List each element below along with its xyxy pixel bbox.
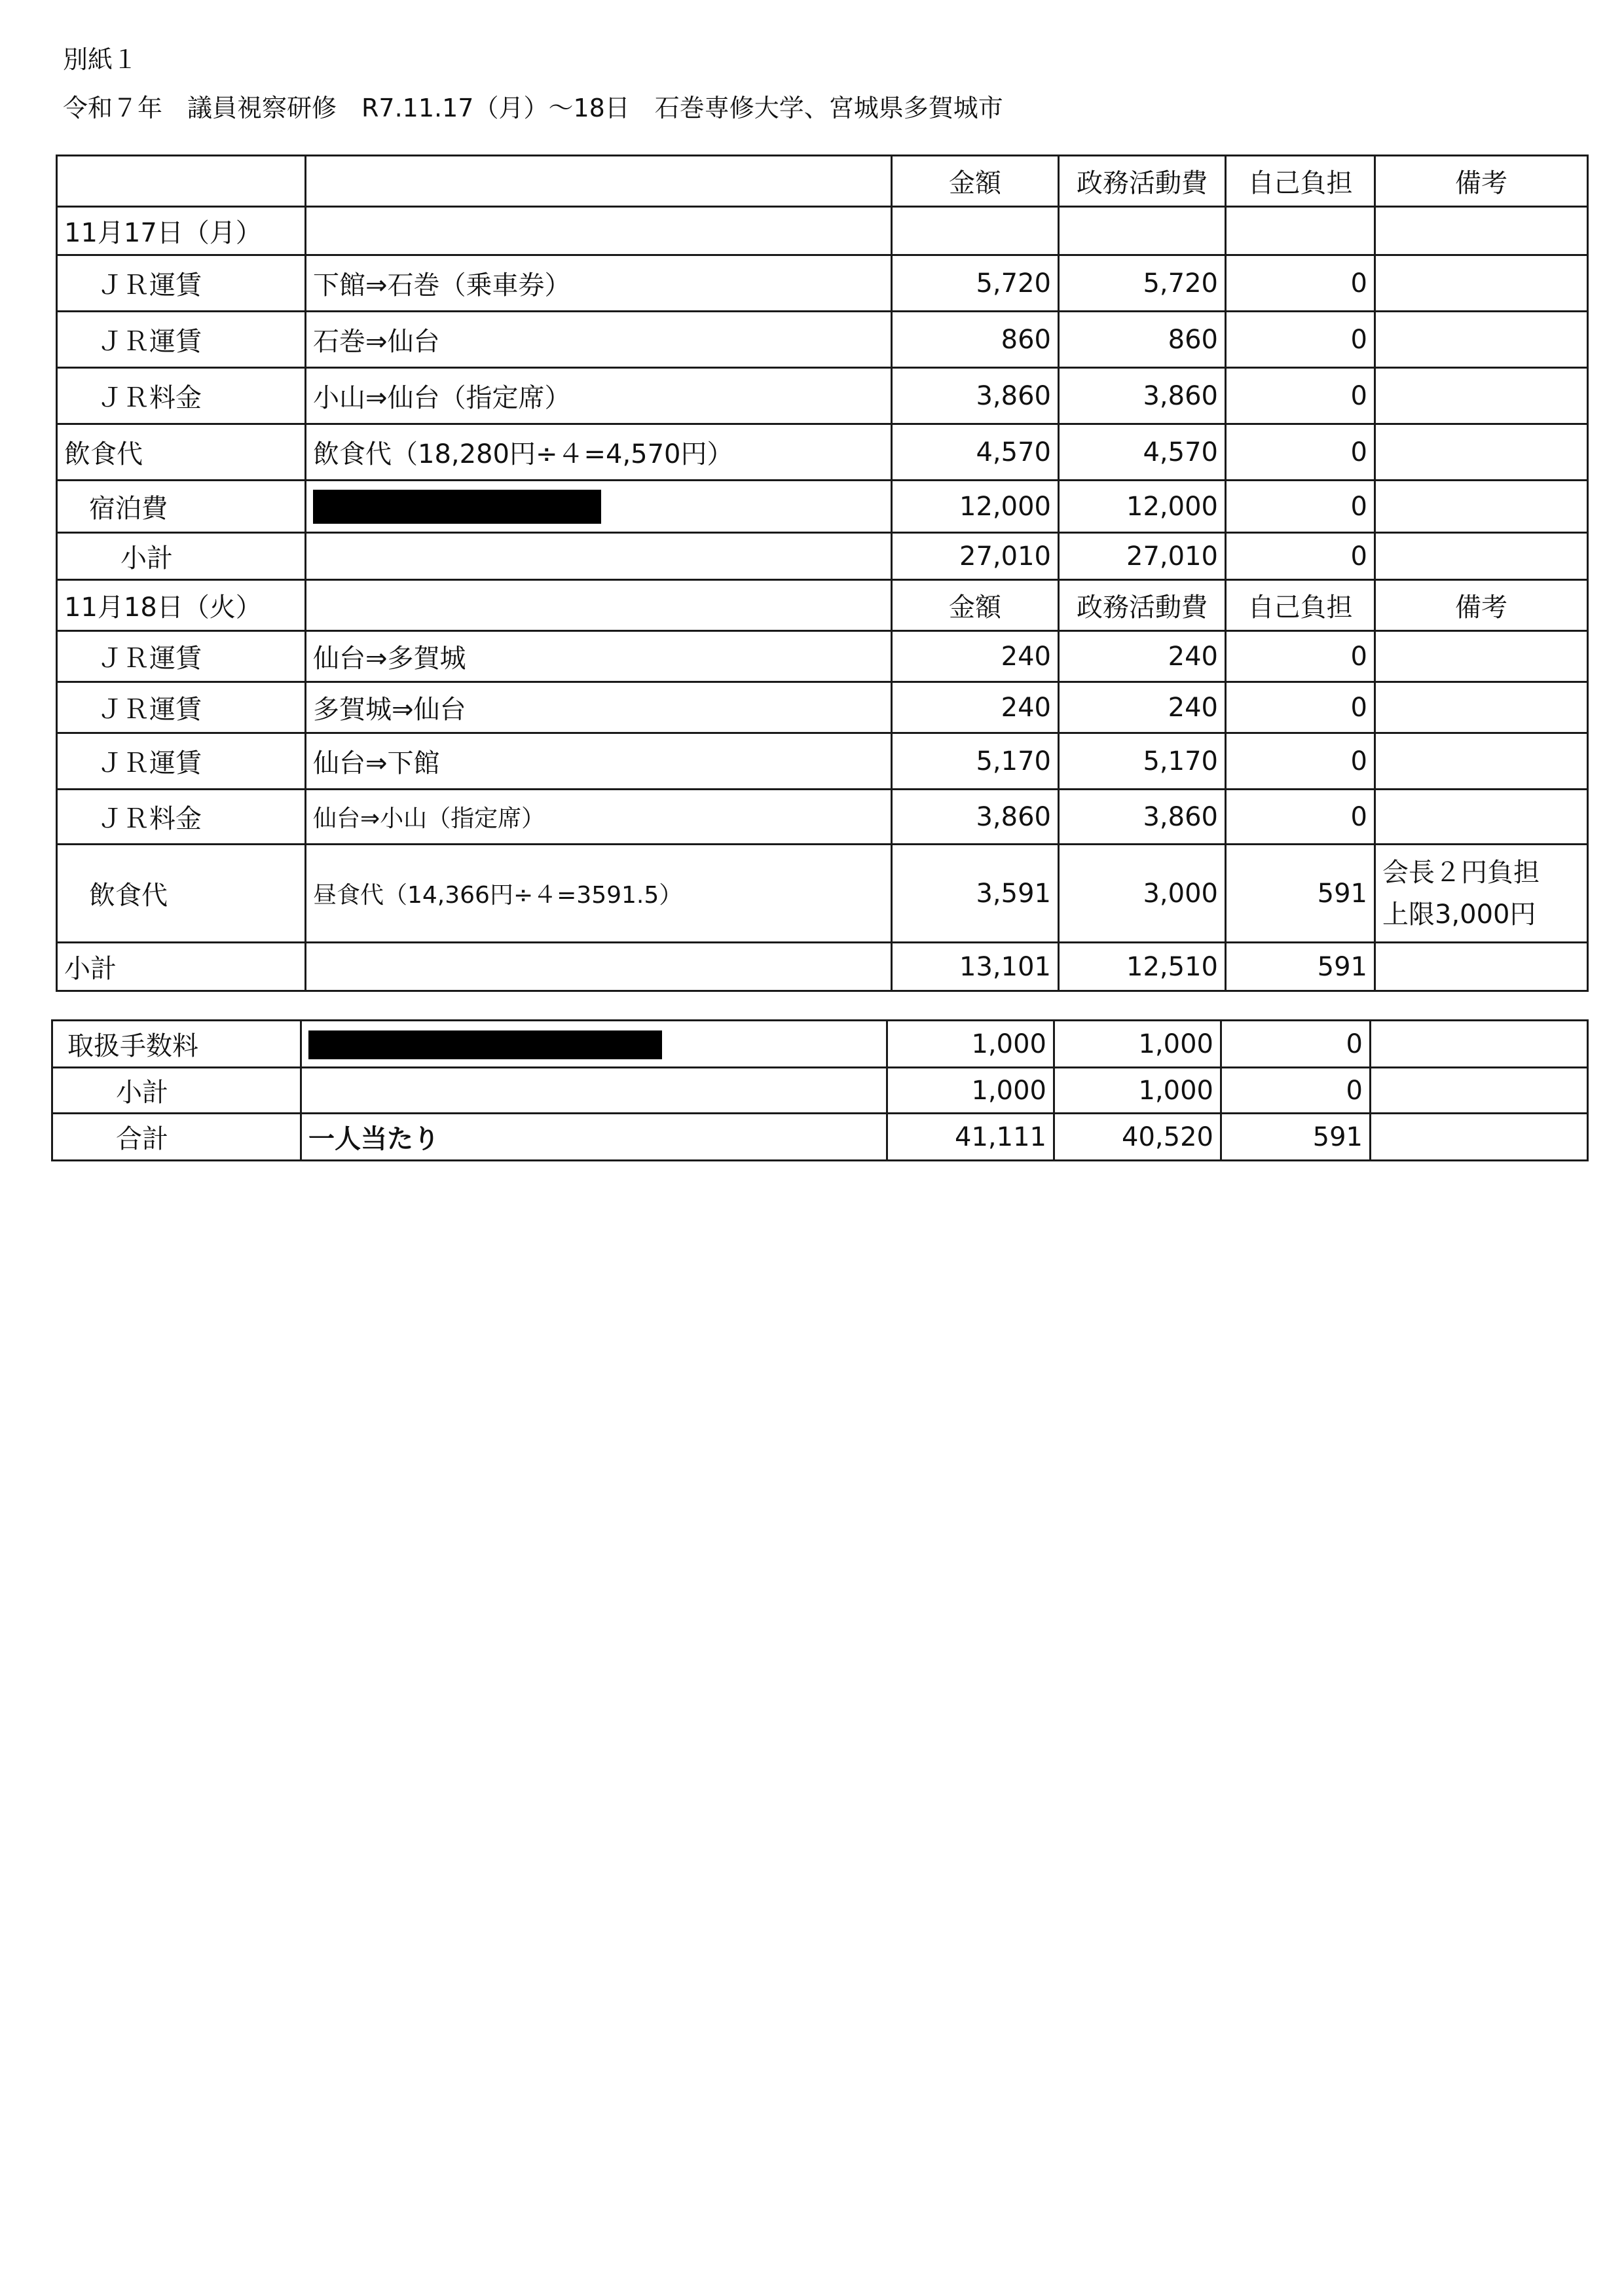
redaction-bar (308, 1030, 662, 1059)
header-row (57, 156, 1588, 207)
official-cell: 5,170 (1059, 733, 1226, 790)
self-cell: 0 (1226, 733, 1375, 790)
table-row (57, 368, 1588, 424)
note-cell (1375, 368, 1588, 424)
subtotal-amount: 1,000 (887, 1068, 1054, 1114)
subtotal-row (57, 943, 1588, 991)
self-cell: 591 (1226, 845, 1375, 943)
subtotal-official: 12,510 (1059, 943, 1226, 991)
subtotal-self: 0 (1221, 1068, 1371, 1114)
self-cell: 0 (1226, 368, 1375, 424)
amount-cell: 1,000 (887, 1021, 1054, 1068)
header-amount: 金額 (892, 580, 1059, 631)
self-cell: 0 (1226, 682, 1375, 733)
subtotal-label: 小計 (52, 1068, 301, 1114)
item-cell: 宿泊費 (57, 481, 306, 533)
detail-cell: 仙台⇒下館 (306, 733, 892, 790)
note-cell (1375, 312, 1588, 368)
detail-cell: 昼食代（14,366円÷４=3591.5） (306, 845, 892, 943)
table-row (57, 845, 1588, 943)
note-cell (1375, 733, 1588, 790)
detail-cell: 多賀城⇒仙台 (306, 682, 892, 733)
official-cell: 3,000 (1059, 845, 1226, 943)
item-cell: 取扱手数料 (52, 1021, 301, 1068)
amount-cell: 5,170 (892, 733, 1059, 790)
amount-cell: 3,860 (892, 368, 1059, 424)
table-row (57, 424, 1588, 481)
note-cell (1375, 790, 1588, 845)
note-cell (1375, 424, 1588, 481)
table-row (57, 481, 1588, 533)
detail-cell: 仙台⇒多賀城 (306, 631, 892, 682)
subtotal-row (57, 533, 1588, 580)
item-cell: 飲食代 (57, 845, 306, 943)
total-table (51, 1019, 1589, 1161)
total-official: 40,520 (1054, 1114, 1221, 1161)
header-note: 備考 (1375, 156, 1588, 207)
total-amount: 41,111 (887, 1114, 1054, 1161)
item-cell: 飲食代 (57, 424, 306, 481)
header-official: 政務活動費 (1059, 156, 1226, 207)
total-row (52, 1114, 1588, 1161)
subtotal-self: 0 (1226, 533, 1375, 580)
day2-label-row (57, 580, 1588, 631)
day1-label: 11月17日（月） (57, 207, 306, 255)
header-detail (306, 156, 892, 207)
day2-label: 11月18日（火） (57, 580, 306, 631)
amount-cell: 860 (892, 312, 1059, 368)
document-title: 令和７年 議員視察研修 R7.11.17（月）～18日 石巻専修大学、宮城県多賀城市 (63, 94, 1003, 122)
amount-cell: 3,860 (892, 790, 1059, 845)
amount-cell: 240 (892, 631, 1059, 682)
note-cell (1375, 631, 1588, 682)
day1-label-row (57, 207, 1588, 255)
official-cell: 1,000 (1054, 1021, 1221, 1068)
header-self: 自己負担 (1226, 580, 1375, 631)
total-self: 591 (1221, 1114, 1371, 1161)
note-cell (1371, 1021, 1588, 1068)
detail-cell: 石巻⇒仙台 (306, 312, 892, 368)
subtotal-official: 1,000 (1054, 1068, 1221, 1114)
table-row (52, 1021, 1588, 1068)
official-cell: 860 (1059, 312, 1226, 368)
total-label: 合計 (52, 1114, 301, 1161)
subtotal-row (52, 1068, 1588, 1114)
note-line: 会長２円負担 (1382, 857, 1540, 888)
subtotal-label: 小計 (57, 533, 306, 580)
detail-cell (301, 1021, 887, 1068)
self-cell: 0 (1226, 790, 1375, 845)
official-cell: 240 (1059, 631, 1226, 682)
official-cell: 4,570 (1059, 424, 1226, 481)
expense-table (56, 155, 1589, 992)
item-cell: ＪＲ料金 (57, 368, 306, 424)
table-row (57, 312, 1588, 368)
self-cell: 0 (1226, 424, 1375, 481)
official-cell: 5,720 (1059, 255, 1226, 312)
self-cell: 0 (1226, 631, 1375, 682)
redaction-bar (313, 490, 601, 524)
subtotal-official: 27,010 (1059, 533, 1226, 580)
self-cell: 0 (1226, 312, 1375, 368)
item-cell: ＪＲ運賃 (57, 631, 306, 682)
item-cell: ＪＲ運賃 (57, 255, 306, 312)
header-official: 政務活動費 (1059, 580, 1226, 631)
table-row (57, 631, 1588, 682)
table-row (57, 255, 1588, 312)
note-cell (1375, 255, 1588, 312)
subtotal-label: 小計 (57, 943, 306, 991)
item-cell: ＪＲ運賃 (57, 682, 306, 733)
item-cell: ＪＲ料金 (57, 790, 306, 845)
table-row (57, 790, 1588, 845)
amount-cell: 3,591 (892, 845, 1059, 943)
table-row (57, 733, 1588, 790)
official-cell: 12,000 (1059, 481, 1226, 533)
self-cell: 0 (1226, 481, 1375, 533)
subtotal-self: 591 (1226, 943, 1375, 991)
subtotal-amount: 13,101 (892, 943, 1059, 991)
self-cell: 0 (1221, 1021, 1371, 1068)
item-cell: ＪＲ運賃 (57, 312, 306, 368)
detail-cell: 仙台⇒小山（指定席） (306, 790, 892, 845)
amount-cell: 5,720 (892, 255, 1059, 312)
note-line: 上限3,000円 (1382, 899, 1536, 930)
amount-cell: 12,000 (892, 481, 1059, 533)
detail-cell: 飲食代（18,280円÷４=4,570円） (306, 424, 892, 481)
document-label: 別紙１ (63, 45, 138, 74)
detail-cell (306, 481, 892, 533)
note-cell (1375, 481, 1588, 533)
subtotal-amount: 27,010 (892, 533, 1059, 580)
table-row (57, 682, 1588, 733)
official-cell: 3,860 (1059, 368, 1226, 424)
header-item (57, 156, 306, 207)
amount-cell: 240 (892, 682, 1059, 733)
note-cell (1375, 845, 1588, 943)
item-cell: ＪＲ運賃 (57, 733, 306, 790)
note-cell (1375, 682, 1588, 733)
official-cell: 240 (1059, 682, 1226, 733)
official-cell: 3,860 (1059, 790, 1226, 845)
self-cell: 0 (1226, 255, 1375, 312)
total-detail: 一人当たり (301, 1114, 887, 1161)
header-self: 自己負担 (1226, 156, 1375, 207)
amount-cell: 4,570 (892, 424, 1059, 481)
header-note: 備考 (1375, 580, 1588, 631)
header-amount: 金額 (892, 156, 1059, 207)
detail-cell: 下館⇒石巻（乗車券） (306, 255, 892, 312)
detail-cell: 小山⇒仙台（指定席） (306, 368, 892, 424)
